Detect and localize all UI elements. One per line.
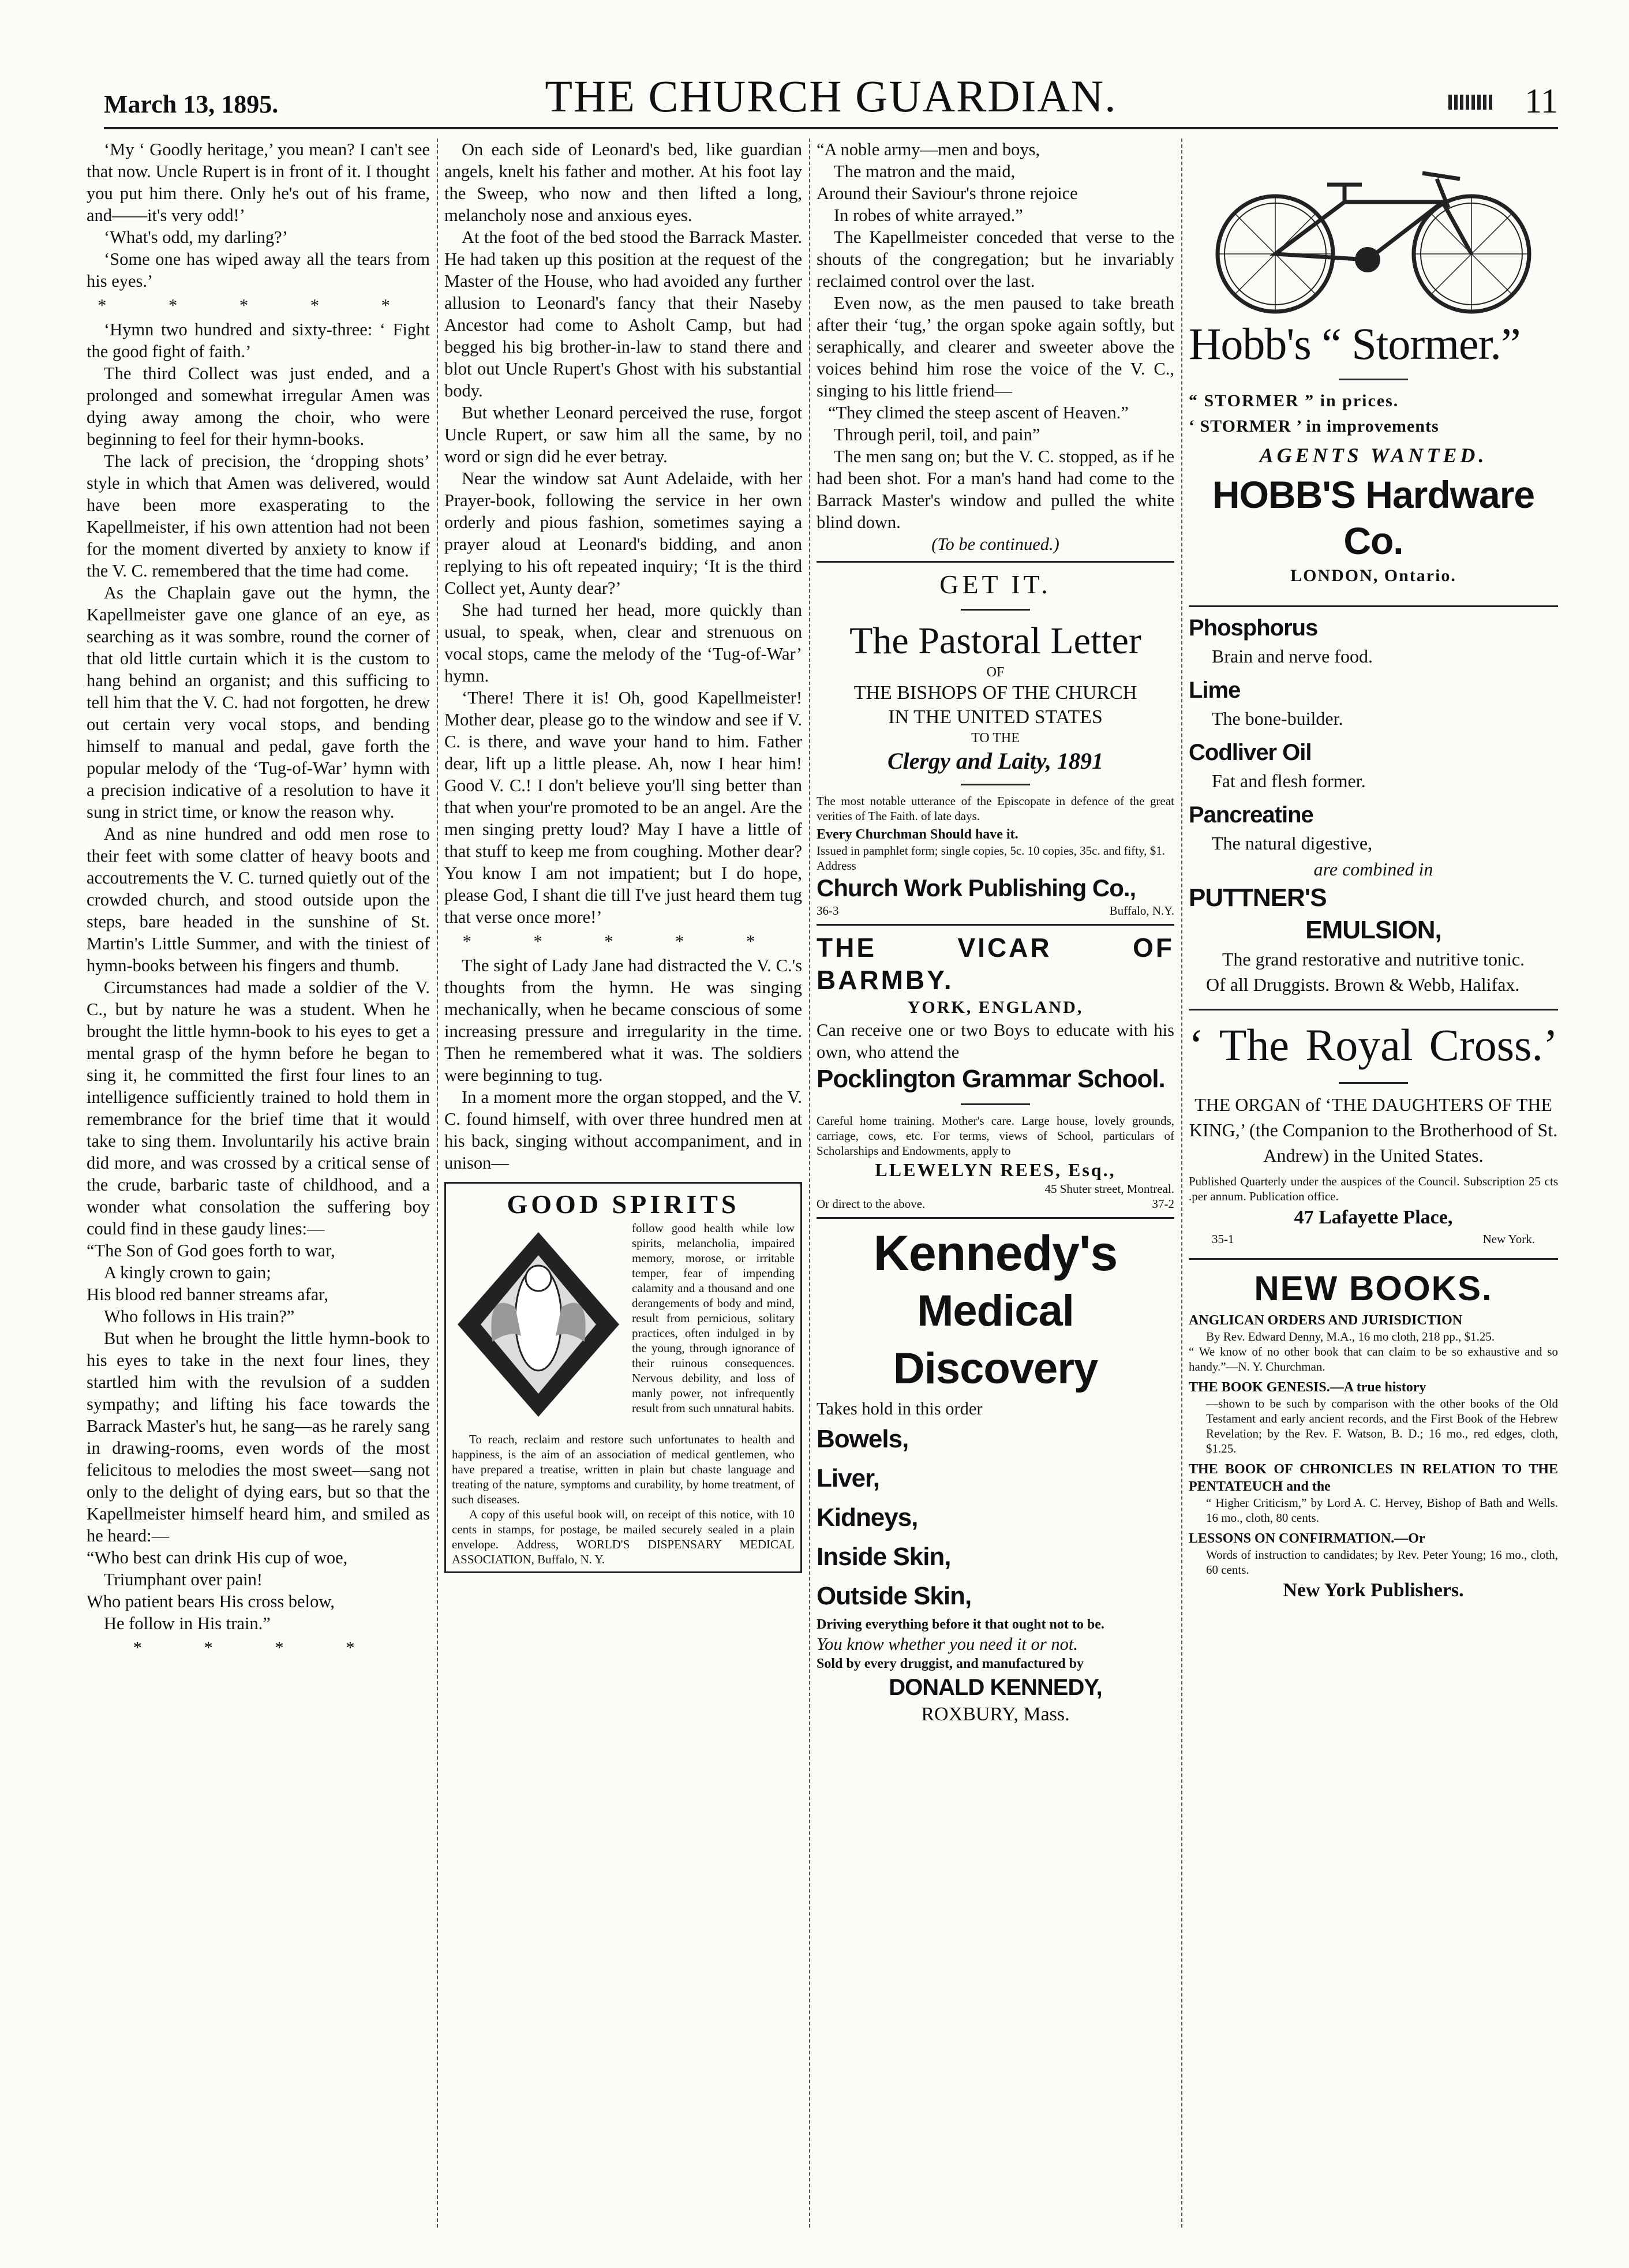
- newspaper-title: THE CHURCH GUARDIAN.: [545, 71, 1117, 121]
- story-paragraph: And as nine hundred and odd men rose to their feet with some clatter of heavy boots and accoutrements the V. C. turned quietly out of the crowded church, and stood outside upon the steps, bare headed in the sunshine of St. Martin's Little Summer, and with the tiniest of hymn-books between his fingers and thumb.: [87, 824, 430, 975]
- story-paragraph: The men sang on; but the V. C. stopped, as if he had been shot. For a man's hand had come to the Barrack Master's window and pulled the white blind down.: [817, 447, 1174, 532]
- story-paragraph: Circumstances had made a soldier of the V. C., but by nature he was a student. When he brought the little hymn-book to his eyes to get a mental grasp of the hymn before he began to sing it, he committed the first four lines to an intelligence sufficiently trained to hold them in remembrance for the brief time that it would take to sing them. Involuntarily his active brain did more, and was crossed by a critical sense of the crude, barbaric taste of childhood, and a wonder what consolation the suffering boy could find in these gaudy lines:—: [87, 978, 430, 1238]
- list-item: Liver,: [817, 1464, 879, 1492]
- story-paragraph: ‘Hymn two hundred and sixty-three: ‘ Fight the good fight of faith.’: [87, 320, 430, 361]
- story-paragraph: The sight of Lady Jane had distracted the V. C.'s thoughts from the hymn. He was singing mechanically, when he became conscious of some increasing pressure and irregularity in the time. Then he remembered what it was. The soldiers were beginning to tug.: [444, 956, 802, 1085]
- section-break: * * * * *: [98, 295, 419, 315]
- ad-text: Kennedy's: [873, 1226, 1118, 1281]
- story-paragraph: But when he brought the little hymn-book to his eyes to take in the next four lines, they startled him with the revulsion of a sudden sympathy; and lifting his face towards the Barrack Master's hut, he sang—as he rarely sang in drawing-rooms, even words of the most felicitous to melodies the most sweet—sang not only to the delight of dying ears, but so that the Kapellmeister himself heard him, and smiled as he heard:—: [87, 1328, 430, 1545]
- school-name: Pocklington Grammar School.: [817, 1065, 1165, 1093]
- ad-text: Of all Druggists. Brown & Webb, Halifax.: [1206, 974, 1520, 995]
- ad-text: THE BISHOPS OF THE CHURCH: [853, 682, 1137, 703]
- ingredient-name: Codliver Oil: [1189, 740, 1312, 765]
- verse-line: Through peril, toil, and pain”: [834, 425, 1040, 444]
- story-paragraph: Near the window sat Aunt Adelaide, with her Prayer-book, following the service in her own orderly and pious fashion, sometimes saying a prayer aloud at Leonard's bidding, and anon replying to his oft repeated inquiry; ‘It is the third Collect yet, Aunty dear?’: [444, 469, 802, 598]
- ad-column: [1189, 139, 1558, 2239]
- story-paragraph: The lack of precision, the ‘dropping shots’ style in which that Amen was delivered, would have been more exasperating to the Kapellmeister, if his own attention had not been for the moment diverted by anxiety to know if the V. C. remembered that the time had come.: [87, 451, 430, 581]
- brand-name: PUTTNER'S: [1189, 884, 1327, 912]
- ingredient-desc: Brain and nerve food.: [1212, 646, 1373, 667]
- verse-line: Triumphant over pain!: [104, 1570, 263, 1589]
- vicar-of-barmby-ad: [817, 931, 1174, 1211]
- story-paragraph: As the Chaplain gave out the hymn, the Kapellmeister gave one glance of an eye, as searching as it was sombre, round the corner of that old little curtain which it is the custom to hang behind an organist; and this sufficing to tell him that the V. C. had not forgotten, he drew out certain very vocal stops, and bending himself to manual and pedal, gave forth the popular melody of the ‘Tug-of-War’ hymn with a precision indicative of a resolution to have it sung in strict time, or know the reason why.: [87, 583, 430, 822]
- story-paragraph: ‘My ‘ Goodly heritage,’ you mean? I can't see that now. Uncle Rupert is in front of it. I thought you put him there. Only he's out of his frame, and——it's very odd!’: [87, 140, 430, 225]
- ad-city: New York.: [1482, 1232, 1535, 1246]
- brand-name: EMULSION,: [1305, 916, 1441, 944]
- ad-city: Buffalo, N.Y.: [1109, 904, 1174, 918]
- ad-code: 35-1: [1212, 1232, 1234, 1246]
- ad-text: Address: [817, 859, 856, 873]
- ad-title: ‘ The Royal Cross.’: [1189, 1020, 1558, 1070]
- ingredient-desc: The natural digestive,: [1212, 833, 1373, 854]
- story-paragraph: The third Collect was just ended, and a prolonged and somewhat irregular Amen was dying away among the choir, who were beginning to feel for their hymn-books.: [87, 364, 430, 449]
- story-column-1: [87, 139, 430, 2239]
- ad-text: 45 Shuter street, Montreal.: [1044, 1182, 1174, 1196]
- ad-text: “ STORMER ” in prices.: [1189, 391, 1399, 410]
- verse-line: He follow in His train.”: [104, 1614, 271, 1633]
- section-break: * * * * *: [462, 931, 784, 951]
- ad-text: Sold by every druggist, and manufactured by: [817, 1656, 1084, 1671]
- column-divider: [437, 139, 438, 2228]
- story-column-2: [444, 139, 802, 2239]
- story-paragraph: At the foot of the bed stood the Barrack Master. He had taken up this position at the request of the Master of the House, who had avoided any further allusion to Leonard's fancy that their Naseby Ancestor had come to Asholt Camp, but had begged his big brother-in-law to stand there and blot out Uncle Rupert's Ghost with his substantial body.: [444, 227, 802, 401]
- ingredient-desc: The bone-builder.: [1212, 708, 1343, 729]
- book-title: THE BOOK OF CHRONICLES IN RELATION TO THE PENTATEUCH and the: [1189, 1462, 1558, 1494]
- ad-text: AGENTS WANTED.: [1259, 444, 1488, 467]
- ad-footer: [1189, 1232, 1558, 1247]
- story-paragraph: Even now, as the men paused to take breath after their ‘tug,’ the organ spoke again softly, but seraphically, and clearer and sweeter above the voices behind him rose the voice of the V. C., singing to his little friend—: [817, 293, 1174, 401]
- good-spirits-ad: [444, 1182, 802, 1573]
- ornament-icon: [1448, 95, 1495, 110]
- verse-line: A kingly crown to gain;: [104, 1263, 271, 1282]
- book-desc: By Rev. Edward Denny, M.A., 16 mo cloth, 218 pp., $1.25.: [1206, 1330, 1495, 1343]
- story-paragraph: In a moment more the organ stopped, and the V. C. found himself, with over three hundred men at his back, singing without accompaniment, and in unison—: [444, 1087, 802, 1173]
- verse-line: “Who best can drink His cup of woe,: [87, 1548, 348, 1567]
- book-desc: “ Higher Criticism,” by Lord A. C. Hervey, Bishop of Bath and Wells. 16 mo., cloth, 80 cents.: [1206, 1496, 1558, 1525]
- hymn-verse: [87, 1240, 430, 1327]
- ad-text: Driving everything before it that ought not to be.: [817, 1617, 1104, 1632]
- ad-title: The Pastoral Letter: [849, 620, 1141, 662]
- kennedys-medical-discovery-ad: [817, 1225, 1174, 1727]
- ad-title: Medical Discovery: [893, 1286, 1098, 1393]
- bicycle-illustration: [1194, 139, 1552, 317]
- story-paragraph: The Kapellmeister conceded that verse to the shouts of the congregation; but he invariably reclaimed control over the last.: [817, 227, 1174, 291]
- hymn-verse: [87, 1547, 430, 1634]
- ad-text: Or direct to the above.: [817, 1197, 926, 1211]
- ad-text: THE ORGAN of ‘THE DAUGHTERS OF THE KING,’ (the Companion to the Brotherhood of St. Andrew) in the United States.: [1189, 1094, 1558, 1166]
- product-name: Hobb's “ Stormer.”: [1189, 319, 1521, 369]
- ad-text: YORK, ENGLAND,: [907, 998, 1084, 1017]
- masthead: [104, 63, 1558, 129]
- ad-text: 47 Lafayette Place,: [1294, 1207, 1453, 1228]
- ad-text: ‘ STORMER ’ in improvements: [1189, 417, 1439, 436]
- issue-date: March 13, 1895.: [104, 90, 279, 118]
- ingredient-desc: Fat and flesh former.: [1212, 770, 1366, 791]
- verse-line: Around their Saviour's throne rejoice: [817, 184, 1078, 203]
- story-paragraph: ‘There! There it is! Oh, good Kapellmeister! Mother dear, please go to the window and see if V. C. is there, and wave your hand to him. Father dear, lift up a little please. Ah, now I hear him! Good V. C.! I don't believe you'll sing better than that when your're promoted to be an angel. Are the men singing pretty loud? May I have a little of that stuff to keep me from coughing. Mother dear? You know I am not impatient; but I do hope, please God, I shant die till I've just heard them tug that verse once more!’: [444, 688, 802, 927]
- ad-heading: GET IT.: [939, 570, 1051, 599]
- publisher-name: New York Publishers.: [1283, 1580, 1464, 1601]
- verse-line: The matron and the maid,: [834, 162, 1016, 181]
- maker-name: DONALD KENNEDY,: [889, 1675, 1102, 1700]
- pastoral-letter-ad: [817, 568, 1174, 918]
- ad-text: are combined in: [1313, 859, 1433, 879]
- ad-title: THE VICAR OF BARMBY.: [817, 933, 1174, 995]
- ad-text: Can receive one or two Boys to educate with his own, who attend the: [817, 1020, 1174, 1062]
- ad-city: ROXBURY, Mass.: [921, 1704, 1070, 1725]
- ad-code: 37-2: [1152, 1197, 1174, 1211]
- ingredient-name: Phosphorus: [1189, 615, 1318, 641]
- book-title: LESSONS ON CONFIRMATION.—Or: [1189, 1531, 1425, 1546]
- ingredient-name: Lime: [1189, 678, 1241, 703]
- story-paragraph: On each side of Leonard's bed, like guardian angels, knelt his father and mother. At his foot lay the Sweep, who now and then lifted a long, melancholy nose and anxious eyes.: [444, 140, 802, 225]
- ad-title: GOOD SPIRITS: [507, 1189, 740, 1219]
- list-item: Bowels,: [817, 1425, 909, 1453]
- ad-text: The most notable utterance of the Episcopate in defence of the great verities of The Faith. of late days.: [817, 794, 1174, 823]
- ad-city: LONDON, Ontario.: [1290, 566, 1456, 585]
- column-divider: [1181, 139, 1182, 2228]
- verse-line: Who patient bears His cross below,: [87, 1592, 335, 1611]
- to-be-continued: (To be continued.): [931, 534, 1059, 554]
- book-entry: [1189, 1312, 1558, 1374]
- hymn-verse: [817, 139, 1174, 226]
- ingredient-name: Pancreatine: [1189, 802, 1313, 828]
- publisher-name: Church Work Publishing Co.,: [817, 874, 1136, 901]
- ad-text: Issued in pamphlet form; single copies, 5c. 10 copies, 35c. and fifty, $1.: [817, 844, 1166, 858]
- ad-body: To reach, reclaim and restore such unfortunates to health and happiness, is the aim of an association of medical gentlemen, who have prepared a treatise, written in plain but chaste language and treating of the nature, symptoms and curability, by home treatment, of such diseases.: [452, 1432, 795, 1506]
- ad-text: You know whether you need it or not.: [817, 1634, 1078, 1654]
- list-item: Inside Skin,: [817, 1543, 951, 1571]
- ad-text: Every Churchman Should have it.: [817, 827, 1018, 842]
- ad-text: Published Quarterly under the auspices of the Council. Subscription 25 cts .per annum. Publication office.: [1189, 1174, 1558, 1203]
- verse-line: “They climed the steep ascent of Heaven.”: [828, 403, 1129, 422]
- column-divider: [809, 139, 810, 2228]
- story-paragraph: ‘What's odd, my darling?’: [104, 227, 288, 247]
- ad-text: IN THE UNITED STATES: [888, 706, 1103, 728]
- ad-title: NEW BOOKS.: [1254, 1269, 1493, 1308]
- book-desc: Words of instruction to candidates; by Rev. Peter Young; 16 mo., cloth, 60 cents.: [1206, 1548, 1558, 1577]
- ad-footer: [817, 903, 1174, 918]
- verse-line: “The Son of God goes forth to war,: [87, 1241, 335, 1260]
- list-item: Kidneys,: [817, 1503, 918, 1532]
- ad-text: Takes hold in this order: [817, 1399, 983, 1419]
- page-number: 11: [1525, 82, 1558, 120]
- verse-line: “A noble army—men and boys,: [817, 140, 1040, 159]
- organ-list: [817, 1420, 1174, 1616]
- ad-text: Clergy and Laity, 1891: [887, 748, 1104, 774]
- puttners-emulsion-ad: [1189, 613, 1558, 997]
- book-title: ANGLICAN ORDERS AND JURISDICTION: [1189, 1313, 1463, 1328]
- company-name: HOBB'S Hardware Co.: [1212, 473, 1535, 562]
- section-break: * * * *: [133, 1638, 384, 1657]
- story-paragraph: ‘Some one has wiped away all the tears from his eyes.’: [87, 249, 430, 291]
- royal-cross-ad: [1189, 1016, 1558, 1247]
- ad-text: The grand restorative and nutritive tonic.: [1222, 949, 1525, 970]
- hobbs-stormer-ad: [1189, 139, 1558, 588]
- story-column-3: [817, 139, 1174, 2239]
- verse-line: His blood red banner streams afar,: [87, 1285, 328, 1304]
- verse-line: Who follows in His train?”: [104, 1307, 295, 1326]
- ad-text: LLEWELYN REES, Esq.,: [875, 1159, 1116, 1180]
- ad-text: TO THE: [971, 731, 1020, 746]
- angel-illustration: [452, 1221, 625, 1428]
- verse-line: In robes of white arrayed.”: [834, 205, 1023, 225]
- book-title: THE BOOK GENESIS.—A true history: [1189, 1380, 1426, 1395]
- ad-code: 36-3: [817, 904, 839, 918]
- book-entry: [1189, 1461, 1558, 1525]
- ad-footer: [817, 1196, 1174, 1211]
- ad-body: follow good health while low spirits, melancholia, impaired memory, morose, or irritable temper, fear of impending calamity and a thousand and one derangements of body and mind, result from pernicious, solitary practices, often indulged in by the young, through ignorance of their ruinous consequences. Nervous debility, and loss of manly power, not infrequently result from such unnatural habits.: [632, 1221, 795, 1415]
- book-note: “ We know of no other book that can claim to be so exhaustive and so handy.”—N. Y. Churchman.: [1189, 1345, 1558, 1373]
- story-paragraph: She had turned her head, more quickly than usual, to speak, when, clear and strenuous on vocal stops, came the melody of the ‘Tug-of-War’ hymn.: [444, 600, 802, 686]
- list-item: Outside Skin,: [817, 1582, 972, 1610]
- book-desc: —shown to be such by comparison with the other books of the Old Testament and early ancient records, and the First Book of the Hebrew Revelation; by the Rev. F. Watson, B. D.; 16 mo., red edges, cloth, $1.25.: [1206, 1397, 1558, 1455]
- ad-body: A copy of this useful book will, on receipt of this notice, with 10 cents in stamps, for postage, be mailed securely sealed in a plain envelope. Address, WORLD'S DISPENSARY MEDICAL ASSOCIATION, Buffalo, N. Y.: [452, 1507, 795, 1566]
- book-entry: [1189, 1379, 1558, 1456]
- story-paragraph: But whether Leonard perceived the ruse, forgot Uncle Rupert, or saw him all the same, by no word or sign did he ever betray.: [444, 403, 802, 466]
- book-entry: [1189, 1530, 1558, 1577]
- ad-text: Careful home training. Mother's care. Large house, lovely grounds, carriage, cows, etc. For terms, views of School, particulars of Scholarships and Endowments, apply to: [817, 1114, 1174, 1158]
- ad-text: OF: [986, 665, 1005, 680]
- new-books-ad: [1189, 1266, 1558, 1604]
